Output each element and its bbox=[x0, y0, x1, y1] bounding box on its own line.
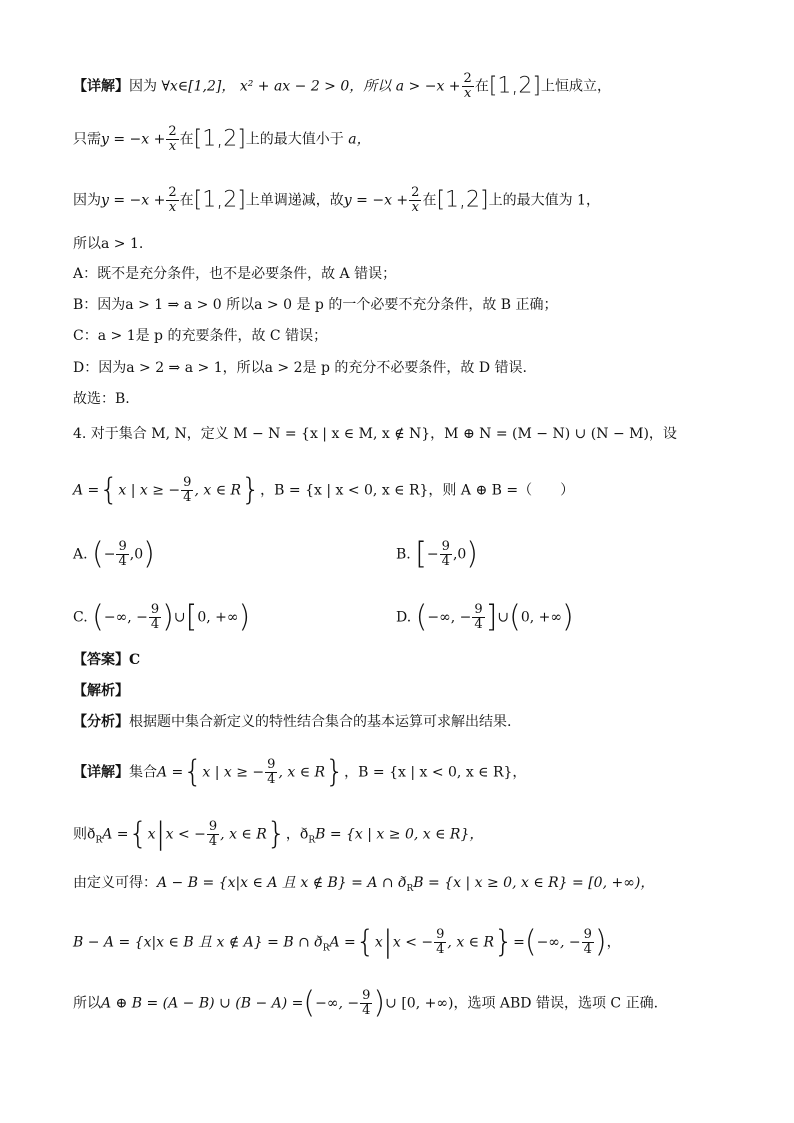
analysis-label: 【解析】 bbox=[73, 683, 129, 699]
answer-label: 【答案】C bbox=[73, 652, 141, 668]
detail-line-2: 只需y = −x + $\frac{2}{x}$ 在[1,2]上的最大值小于 a， bbox=[73, 124, 371, 154]
option-c[interactable]: C. (−∞, − $\frac{9}{4}$ )∪[0, +∞) bbox=[73, 599, 251, 635]
option-a-analysis: A：既不是充分条件，也不是必要条件，故 A 错误； bbox=[73, 266, 397, 282]
question-4-line-1: 4. 对于集合 M, N，定义 M − N = {x | x ∈ M, x ∉ N}，M ⊕ N = (M − N) ∪ (N − M)，设 bbox=[73, 426, 677, 442]
solution-line-3: 由定义可得：A − B = {x|x ∈ A 且 x ∉ B} = A ∩ $ð_RB = \{x$ | x ≥ 0, x ∈ R} = [0, +∞)， bbox=[73, 875, 655, 894]
solution-line-5: 所以A ⊕ B = (A − B) ∪ (B − A) =(−∞, − $\frac{9}{4}$ )∪ [0, +∞)，选项 ABD 错误，选项 C 正确. bbox=[73, 985, 659, 1021]
detail-line-1: 【详解】因为 ∀x∈[1,2]， x² + ax − 2 > 0，所以 a > −x + $\frac{2}{x}$ 在[1,2]上恒成立， bbox=[73, 71, 611, 101]
option-c-analysis: C：a > 1是 p 的充要条件，故 C 错误； bbox=[73, 328, 328, 344]
detail-line-3: 因为y = −x + $\frac{2}{x}$ 在[1,2]上单调递减，故y = −x + $\frac{2}{x}$ 在[1,2]上的最大值为 1， bbox=[73, 185, 600, 215]
option-d-analysis: D：因为a > 2 ⇒ a > 1，所以a > 2是 p 的充分不必要条件，故 D 错误. bbox=[73, 360, 527, 376]
solution-line-2: 则$ð_RA =\{x|x$ < − $\frac{9}{4}$ , x ∈ R}，$ð_RB = \{x$ | x ≥ 0, x ∈ R}， bbox=[73, 816, 484, 852]
fraction: $\frac{2}{x}$ bbox=[168, 124, 177, 154]
detail-line-4: 所以a > 1. bbox=[73, 236, 144, 252]
option-b-analysis: B：因为a > 1 ⇒ a > 0 所以a > 0 是 p 的一个必要不充分条件，故 B 正确； bbox=[73, 297, 558, 313]
detail-tag: 【详解】 bbox=[73, 78, 129, 95]
fraction: $\frac{2}{x}$ bbox=[168, 185, 177, 215]
question-4-line-2: A ={x | x ≥ − $\frac{9}{4}$ , x ∈ R}，B = {x | x < 0, x ∈ R}，则 A ⊕ B =（ ） bbox=[73, 472, 575, 508]
choice-line: 故选：B. bbox=[73, 391, 130, 407]
fraction: $\frac{9}{4}$ bbox=[183, 475, 192, 505]
analysis-summary: 【分析】根据题中集合新定义的特性结合集合的基本运算可求解出结果. bbox=[73, 714, 512, 730]
option-a[interactable]: A. (− $\frac{9}{4}$ ,0) bbox=[73, 536, 155, 572]
option-b[interactable]: B. [− $\frac{9}{4}$ ,0) bbox=[396, 536, 479, 572]
fraction: $\frac{2}{x}$ bbox=[463, 71, 472, 101]
fraction: $\frac{2}{x}$ bbox=[411, 185, 420, 215]
solution-line-1: 【详解】集合A ={x | x ≥ − $\frac{9}{4}$ , x ∈ R}，B = {x | x < 0, x ∈ R}， bbox=[73, 754, 527, 790]
option-d[interactable]: D. (−∞, − $\frac{9}{4}$ ]∪(0, +∞) bbox=[396, 599, 574, 635]
solution-line-4: B − A = {x|x ∈ B 且 x ∉ A} = B ∩ $ð_RA =\{x|x$ < − $\frac{9}{4}$ , x ∈ R}=(−∞, − $\frac{9}{4}$ )， bbox=[73, 924, 621, 960]
